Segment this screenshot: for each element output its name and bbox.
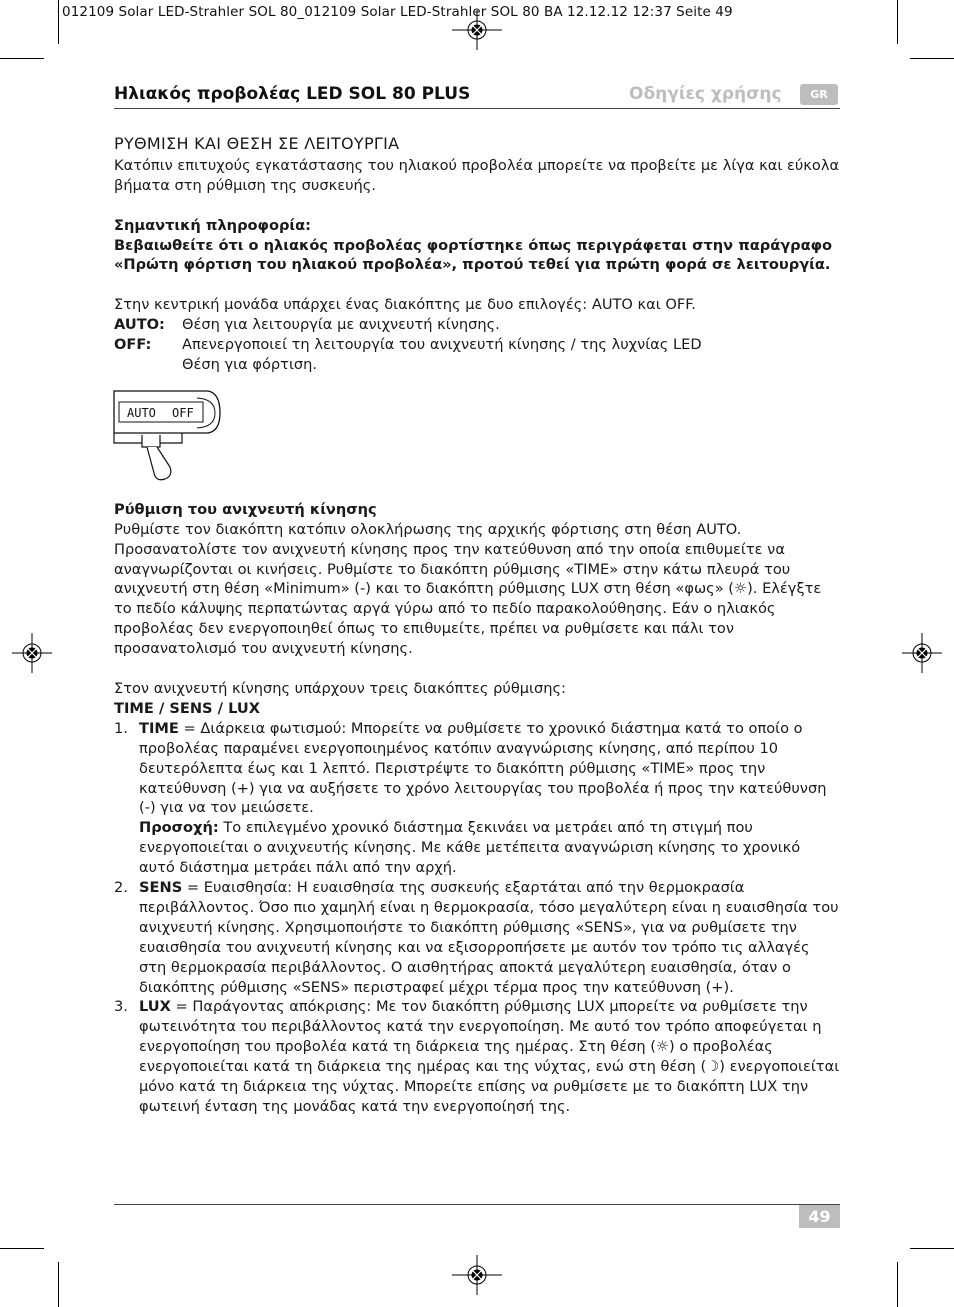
switch-label-off: OFF [172, 405, 194, 420]
list-desc: ) ο προβολέας ενεργοποιείται κατά τη διάρκεια της ημέρας και της νύχτας, ενώ στη θέση ( [139, 1038, 773, 1076]
list-text [139, 997, 840, 1116]
header-title: Ηλιακός προβολέας LED SOL 80 PLUS [114, 84, 471, 104]
sun-icon: ☼ [734, 580, 748, 598]
crop-mark [58, 1262, 59, 1307]
switch-figure [114, 375, 840, 500]
note-term: Προσοχή: [139, 819, 219, 837]
switch-mode-desc: Θέση για λειτουργία με ανιχνευτή κίνησης. [182, 316, 500, 334]
switch-mode-term: OFF: [114, 336, 152, 354]
motion-text-b: ). Ελέγξτε το πεδίο κάλυψης περπατώντας αργά γύρω από το πεδίο παρακολούθησης. Εάν ο ηλιακός προβολέας δεν ενεργοποιηθεί όπως το επιθυμείτε, πρέπει να ρυθμίσετε και πάλι τον προσανατολισμό του ανιχνευτή κίνησης. [114, 580, 822, 658]
list-term: LUX [139, 998, 171, 1016]
motion-heading: Ρύθμιση του ανιχνευτή κίνησης [114, 500, 377, 518]
crop-mark [910, 58, 954, 59]
list-term: TIME [139, 719, 179, 737]
crop-mark [897, 0, 898, 44]
list-desc: ) ενεργοποιείται μόνο κατά τη διάρκεια της νύχτας. Μπορείτε επίσης να ρυθμίσετε με το διακόπτη LUX την φωτεινή ένταση της μονάδας κατά την ενεργοποίησή της. [139, 1058, 840, 1116]
switch-mode-auto [114, 315, 840, 335]
list-item [114, 997, 840, 1116]
list-number: 3. [114, 998, 128, 1016]
list-number: 1. [114, 719, 128, 737]
page-number: 49 [799, 1205, 840, 1228]
registration-mark-icon [452, 1255, 502, 1295]
list-text [139, 878, 840, 997]
list-desc: = Ευαισθησία: Η ευαισθησία της συσκευής εξαρτάται από την θερμοκρασία περιβάλλοντος. Όσο πιο χαμηλή είναι η θερμοκρασία, τόσο μεγαλύτερη είναι η ευαισθησία του ανιχνευτή κίνησης. Χρησιμοποιήστε το διακόπτη ρύθμισης «SENS», για να ρυθμίσετε την ευαισθησία του ανιχνευτή κίνησης και να εξισορροπήσετε με αυτόν τον τρόπο τις αλλαγές στη θερμοκρασία περιβάλλοντος. Ο αισθητήρας αποκτά μεγαλύτερη ευαισθησία, όταν ο διακόπτης ρύθμισης «SENS» περιστραφεί μέχρι τέρμα προς την κατεύθυνση (+). [139, 879, 839, 996]
section-title: ΡΥΘΜΙΣΗ ΚΑΙ ΘΕΣΗ ΣΕ ΛΕΙΤΟΥΡΓΙΑ [114, 134, 400, 153]
important-heading: Σημαντική πληροφορία: [114, 216, 311, 234]
sun-icon: ☼ [655, 1038, 670, 1056]
crop-mark [910, 1248, 954, 1249]
note-text: Το επιλεγμένο χρονικό διάστημα ξεκινάει να μετράει από τη στιγμή που ενεργοποιείται ο ανιχνευτής κίνησης. Με κάθε μετέπειτα αναγνώριση κίνησης το χρονικό αυτό διάστημα μετράει πάλι από την αρχή. [139, 819, 801, 877]
list-note [139, 818, 840, 878]
crop-mark [0, 1248, 44, 1249]
auto-off-switch-illustration [112, 387, 227, 487]
list-text [139, 719, 840, 819]
list-item [114, 878, 840, 997]
header-subtitle: Οδηγίες χρήσης [629, 84, 782, 104]
list-number: 2. [114, 879, 128, 897]
main-content [114, 134, 840, 1117]
footer-rule [114, 1204, 840, 1205]
crop-mark [0, 58, 44, 59]
important-text: Βεβαιωθείτε ότι ο ηλιακός προβολέας φορτίστηκε όπως περιγράφεται στην παράγραφο «Πρώτη φόρτιση του ηλιακού προβολέα», προτού τεθεί για πρώτη φορά σε λειτουργία. [114, 236, 833, 274]
switch-mode-desc: Απενεργοποιεί τη λειτουργία του ανιχνευτή κίνησης / της λυχνίας LED [182, 336, 702, 354]
registration-mark-icon [902, 633, 942, 673]
controls-title: TIME / SENS / LUX [114, 699, 260, 717]
header-rule [114, 108, 840, 109]
motion-text [114, 520, 840, 659]
switch-mode-desc2: Θέση για φόρτιση. [182, 355, 318, 373]
list-desc: = Παράγοντας απόκρισης: Με τον διακόπτη ρύθμισης LUX μπορείτε να ρυθμίσετε την φωτεινότητα του περιβάλλοντος κατά την ενεργοποίηση. Με αυτό τον τρόπο αποφεύγεται η ενεργοποίηση του προβολέα κατά τη διάρκεια της ημέρας. Στη θέση ( [139, 998, 822, 1056]
intro-paragraph: Κατόπιν επιτυχούς εγκατάστασης του ηλιακού προβολέα μπορείτε να προβείτε με λίγα και εύκολα βήματα στη ρύθμιση της συσκευής. [114, 156, 840, 194]
list-item [114, 719, 840, 878]
list-term: SENS [139, 879, 183, 897]
switch-mode-term: AUTO: [114, 316, 165, 334]
registration-mark-icon [452, 10, 502, 50]
list-desc: = Διάρκεια φωτισμού: Μπορείτε να ρυθμίσετε το χρονικό διάστημα κατά το οποίο ο προβολέας παραμένει ενεργοποιημένος κατόπιν αναγνώρισης κίνησης, από περίπου 10 δευτερόλεπτα έως και 1 λεπτό. Περιστρέψτε το διακόπτη ρύθμισης «TIME» προς την κατεύθυνση (+) για να αυξήσετε το χρόνο λειτουργίας του προβολέα ή προς την κατεύθυνση (-) για να τον μειώσετε. [139, 719, 827, 817]
switch-mode-off [114, 335, 840, 355]
switch-label-auto: AUTO [127, 405, 156, 420]
crop-mark [58, 0, 59, 44]
print-slug: 012109 Solar LED-Strahler SOL 80_012109 Solar LED-Strahler SOL 80 BA 12.12.12 12:37 Seite 49 [62, 4, 733, 20]
registration-mark-icon [12, 633, 52, 673]
switch-intro: Στην κεντρική μονάδα υπάρχει ένας διακόπτης με δυο επιλογές: AUTO και OFF. [114, 296, 696, 314]
controls-intro: Στον ανιχνευτή κίνησης υπάρχουν τρεις διακόπτες ρύθμισης: [114, 679, 566, 697]
motion-text-a: Ρυθμίστε τον διακόπτη κατόπιν ολοκλήρωσης της αρχικής φόρτισης στη θέση AUTO. Προσανατολίστε τον ανιχνευτή κίνησης προς την κατεύθυνση από την οποία επιθυμείτε να αναγνωρίζονται οι κινήσεις. Ρυθμίστε το διακόπτη ρύθμισης «TIME» στην κάτω πλευρά του ανιχνευτή στη θέση «Minimum» (-) και το διακόπτη ρύθμισης LUX στη θέση «φως» ( [114, 520, 791, 598]
moon-icon: ☽ [706, 1058, 720, 1076]
language-badge: GR [800, 84, 838, 105]
crop-mark [897, 1262, 898, 1307]
